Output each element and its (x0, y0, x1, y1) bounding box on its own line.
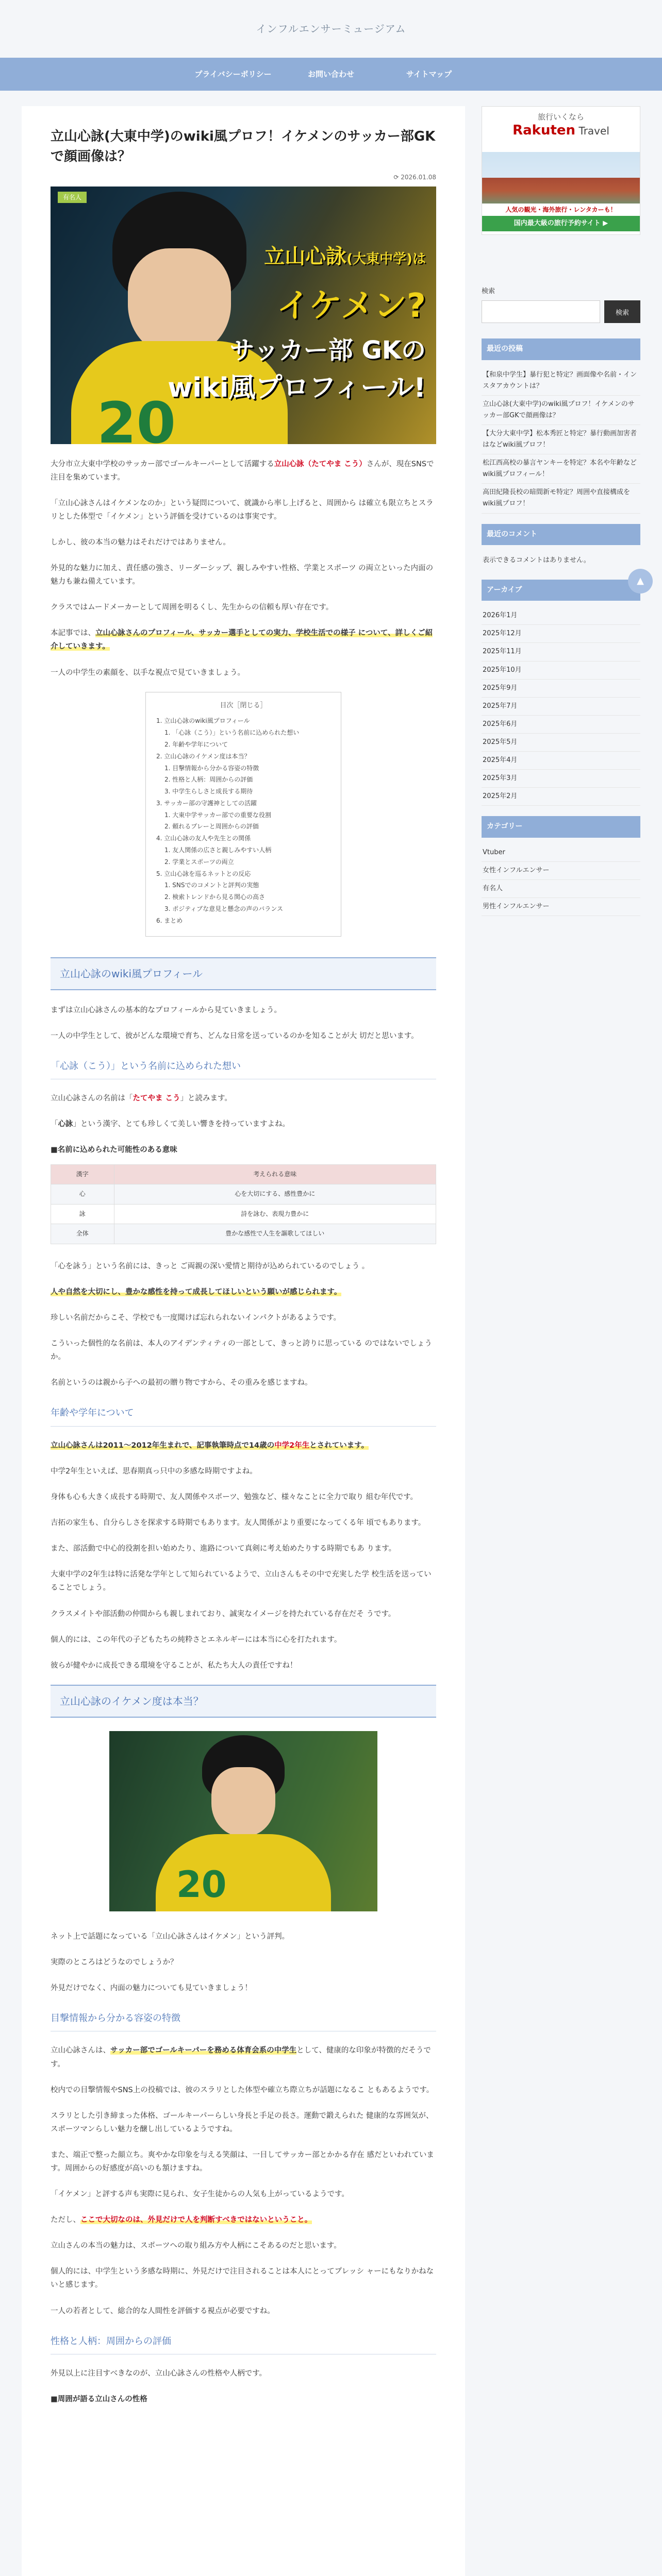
player-image (109, 1731, 377, 1911)
table-header-cell: 漢字 (51, 1164, 114, 1184)
categories-list (482, 844, 640, 916)
table-cell: 詩を詠む、表現力豊かに (114, 1204, 436, 1224)
widget-title-recent-posts: 最近の投稿 (482, 338, 640, 360)
profile-para-1: まずは立山心詠さんの基本的なプロフィールから見ていきましょう。 (51, 1006, 282, 1014)
appearance-highlight: サッカー部でゴールキーパーを務める体育会系の中学生 (110, 2046, 297, 2055)
name-kanji: 心詠 (58, 1120, 73, 1129)
appearance-para-1 (51, 2044, 436, 2071)
intro-para-2: 「立山心詠さんはイケメンなのか」という疑問について、就識から率し上げると、周囲から は確立も限立ちとスラリとした体型で「イケメン」という評価を受けているのは事実です。 (51, 499, 434, 521)
appearance-warning: ここで大切なのは、外見だけで人を判断すべきではないということ。 (80, 2216, 312, 2225)
eyecatch-text-2: イケメン? (276, 286, 426, 325)
sidebar (482, 106, 640, 916)
age-para-1 (51, 1439, 436, 1452)
eyecatch-number: 20 (97, 389, 176, 444)
intro-para-3: しかし、彼の本当の魅力はそれだけではありません。 (51, 538, 230, 547)
subheading-personality: 性格と人柄：周囲からの評価 (51, 2333, 436, 2354)
intro-para-4: 外見的な魅力に加え、責任感の強さ、リーダーシップ、親しみやすい性格、学業とスポーツ の両立といった内面の魅力も兼ね備えています。 (51, 564, 434, 586)
site-title[interactable]: インフルエンサーミュージアム (256, 23, 406, 35)
archive-link[interactable]: 2025年3月 (482, 770, 640, 788)
name-para-2 (51, 1117, 436, 1131)
table-cell: 心を大切にする、感性豊かに (114, 1184, 436, 1205)
age-para-5: また、部活動で中心的役割を担い始めたり、進路について真剣に考え始めたりする時期でもあ ります。 (51, 1545, 396, 1553)
ikemen-para-2: 実際のところはどうなのでしょうか？ (51, 1958, 178, 1967)
section-heading-profile: 立山心詠のwiki風プロフィール (51, 957, 436, 990)
archive-link[interactable]: 2025年4月 (482, 752, 640, 770)
intro-name-highlight: 立山心詠（たてやま こう） (274, 460, 367, 468)
profile-para-2: 一人の中学生として、彼がどんな環境で育ち、どんな日常を送っているのかを知ることが大 切だと思います。 (51, 1031, 419, 1040)
age-para-8: 個人的には、この年代の子どもたちの純粋さとエネルギーには本当に心を打たれます。 (51, 1635, 342, 1644)
toc-item[interactable]: 1. SNSでのコメントと評判の実態 (164, 882, 259, 889)
name-text: 「 (51, 1120, 58, 1129)
toc-item[interactable]: 2. 頼れるプレーと周囲からの評価 (164, 823, 259, 831)
section-heading-ikemen: 立山心詠のイケメン度は本当？ (51, 1685, 436, 1718)
eyecatch-text-3: サッカー部 GKの (229, 335, 426, 365)
toc-item[interactable]: 2. 検索トレンドから見る関心の高さ (164, 893, 265, 901)
archive-link[interactable]: 2025年12月 (482, 625, 640, 643)
archive-link[interactable]: 2025年7月 (482, 698, 640, 716)
recent-post-link[interactable]: 【大分大東中学】松本秀匠と特定？暴行動画加害者はなどwiki風プロフ！ (482, 425, 640, 454)
archives-list (482, 607, 640, 806)
toc-list (156, 715, 330, 926)
personality-para-1: 外見以上に注目すべきなのが、立山心詠さんの性格や人柄です。 (51, 2369, 267, 2378)
name-meaning-table (51, 1164, 436, 1244)
widget-title-archives: アーカイブ (482, 580, 640, 601)
recent-post-link[interactable]: 松江西高校の暴言ヤンキーを特定？本名や年齢などwiki風プロフィール！ (482, 454, 640, 484)
name-para-5: 珍しい名前だからこそ、学校でも一度聞けば忘れられないインパクトがあるようです。 (51, 1314, 341, 1323)
toc-item[interactable]: 4. 立山心詠の友人や先生との関係 (156, 835, 251, 842)
name-para-1 (51, 1092, 436, 1105)
archive-link[interactable]: 2025年6月 (482, 716, 640, 734)
intro-para-7: 一人の中学生の素顔を、以手な視点で見ていきましょう。 (51, 668, 245, 677)
main-nav (0, 58, 662, 91)
arrow-up-icon[interactable]: ▲ (628, 569, 653, 594)
name-para-3: 「心を詠う」という名前には、きっと ご両親の深い愛情と期待が込められているのでしょう 。 (51, 1262, 370, 1270)
name-meaning-heading: ■名前に込められた可能性のある意味 (51, 1146, 177, 1155)
widget-title-recent-comments: 最近のコメント (482, 524, 640, 545)
eyecatch-face (128, 248, 231, 357)
recent-posts-list (482, 366, 640, 514)
table-cell: 詠 (51, 1204, 114, 1224)
table-row (51, 1224, 436, 1244)
eyecatch-text-1-small: (大東中学)は (346, 251, 426, 267)
toc-item[interactable]: 5. 立山心詠を巡るネットとの反応 (156, 870, 251, 877)
toc-title[interactable]: 目次［閉じる］ (220, 701, 267, 709)
category-link[interactable]: 有名人 (482, 880, 640, 898)
category-badge[interactable]: 有名人 (58, 192, 87, 203)
intro-highlight: 立山心詠さんのプロフィール、サッカー選手としての実力、学校生活での様子 について、詳しくご紹介していきます。 (51, 629, 433, 651)
recent-post-link[interactable]: 【和泉中学生】暴行犯と特定？画面像や名前・インスタアカウントは？ (482, 366, 640, 396)
ad-tagline: 人気の観光・海外旅行・レンタカーも！ (482, 204, 640, 216)
toc-item[interactable]: 1. 立山心詠のwiki風プロフィール (156, 717, 250, 725)
toc-item[interactable]: 6. まとめ (156, 917, 183, 924)
table-cell: 心 (51, 1184, 114, 1205)
appearance-text: 立山心詠さんは、 (51, 2046, 110, 2055)
appearance-para-4: また、端正で整った顔立ち。爽やかな印象を与える笑顔は、一目してサッカー部とかかる存在 感だといわれています。周囲からの好感度が高いのも頷けますね。 (51, 2150, 434, 2173)
toc-item[interactable]: 3. 中学生らしさと成長する期待 (164, 788, 253, 795)
age-para-3: 身体も心も大きく成長する時期で、友人関係やスポーツ、勉強など、様々なことに全力で取り 組む年代です。 (51, 1493, 418, 1502)
toc-item[interactable]: 2. 性格と人柄：周囲からの評価 (164, 776, 253, 784)
toc-item[interactable]: 1. 友人関係の広さと親しみやすい人柄 (164, 846, 272, 854)
toc-item[interactable]: 1. 大東中学サッカー部での重要な役割 (164, 811, 272, 819)
post-date-value: 2026.01.08 (401, 174, 436, 181)
nav-privacy-policy[interactable]: プライバシーポリシー (194, 69, 272, 79)
subheading-age-grade: 年齢や学年について (51, 1405, 436, 1426)
age-highlight: 立山心詠さんは2011〜2012年生まれで、記事執筆時点で14歳の (51, 1441, 275, 1450)
name-para-6: こういった個性的な名前は、本人のアイデンティティの一部として、きっと誇りに思っている のではないでしょうか。 (51, 1340, 432, 1362)
age-grade-red: 中学2年生 (274, 1441, 310, 1450)
eyecatch-text-1 (264, 238, 426, 275)
eyecatch-text-4: wiki風プロフィール! (168, 372, 426, 403)
name-text: 」という漢字、とても珍しくて美しい響きを持っていますよね。 (73, 1120, 290, 1129)
ad-logo (482, 123, 640, 139)
ikemen-para-3: 外見だけでなく、内面の魅力についても見ていきましょう！ (51, 1984, 252, 1992)
table-row (51, 1184, 436, 1205)
age-para-6: 大東中学の2年生は特に活発な学年として知られているようで、立山さんもその中で充実した学 校生活を送っていることでしょう。 (51, 1570, 432, 1592)
archive-link[interactable]: 2025年9月 (482, 680, 640, 698)
table-cell: 全体 (51, 1224, 114, 1244)
nav-contact[interactable]: お問い合わせ (307, 69, 354, 79)
toc-item[interactable]: 2. 立山心詠のイケメン度は本当？ (156, 752, 251, 760)
personality-heading: ■周囲が語る立山さんの性格 (51, 2395, 147, 2404)
age-para-2: 中学2年生といえば、思春期真っ只中の多感な時期ですよね。 (51, 1467, 257, 1476)
article-title: 立山心詠(大東中学)のwiki風プロフ！イケメンのサッカー部GKで顔画像は？ (51, 129, 436, 164)
appearance-text: として、健康的な印象が特徴的だそうです。 (51, 2046, 431, 2069)
eyecatch-text-1-main: 立山心詠 (264, 244, 347, 268)
appearance-para-7: 立山さんの本当の魅力は、スポーツへの取り組み方や人柄にこそあるのだと思います。 (51, 2242, 341, 2250)
table-header-row (51, 1164, 436, 1184)
age-para-4: 吉拓の家生も、自分らしさを探求する時期でもあります。友人関係がより重要になってくる年 頃でもあります。 (51, 1519, 426, 1528)
widget-title-categories: カテゴリー (482, 816, 640, 837)
table-of-contents (145, 692, 341, 937)
toc-item[interactable]: 2. 年齢や学年について (164, 740, 228, 748)
subheading-appearance: 目撃情報から分かる容姿の特徴 (51, 2010, 436, 2031)
search-button[interactable]: 検索 (604, 300, 640, 323)
ikemen-para-1: ネット上で話題になっている「立山心詠さんはイケメン」という評判。 (51, 1932, 290, 1941)
recent-comments-empty: 表示できるコメントはありません。 (483, 556, 590, 564)
category-link[interactable]: 男性インフルエンサー (482, 898, 640, 916)
search-label: 検索 (482, 287, 495, 295)
ad-station-image (482, 152, 640, 204)
intro-text: 大分市立大東中学校のサッカー部でゴールキーパーとして活躍する (51, 460, 274, 468)
name-text: 」と読みます。 (180, 1094, 232, 1103)
recent-post-link[interactable]: 立山心詠(大東中学)のwiki風プロフ！イケメンのサッカー部GKで顔画像は？ (482, 396, 640, 425)
ad-logo-rakuten: Rakuten (512, 123, 576, 138)
article-main (22, 106, 465, 2576)
name-para-4 (51, 1285, 436, 1299)
category-link[interactable]: 女性インフルエンサー (482, 862, 640, 880)
appearance-para-9: 一人の若者として、総合的な人間性を評価する視点が必要ですね。 (51, 2307, 275, 2315)
toc-item[interactable]: 1. 「心詠（こう）」という名前に込められた想い (164, 729, 300, 737)
search-form (482, 300, 640, 323)
post-date: ⟳ 2026.01.08 (393, 174, 436, 181)
appearance-para-5: 「イケメン」と評する声も実際に見られ、女子生徒からの人気も上がっているようです。 (51, 2190, 349, 2199)
ad-top (482, 107, 640, 152)
archive-link[interactable]: 2025年10月 (482, 662, 640, 680)
appearance-para-8: 個人的には、中学生という多感な時期に、外見だけで注目されることは本人にとってプレッシ ャーにもなりかねないと感じます。 (51, 2267, 434, 2290)
player-number: 20 (176, 1863, 227, 1906)
toc-item[interactable]: 2. 学業とスポーツの両立 (164, 858, 234, 866)
intro-para-6 (51, 626, 436, 653)
appearance-text: ただし、 (51, 2216, 80, 2225)
toc-item[interactable]: 3. ポジティブな意見と懸念の声のバランス (164, 905, 283, 913)
intro-text: さんが、現在SNSで注目を集めています。 (51, 460, 434, 482)
search-input[interactable] (482, 300, 600, 323)
table-row (51, 1204, 436, 1224)
table-header-cell: 考えられる意味 (114, 1164, 436, 1184)
age-highlight: とされています。 (309, 1441, 369, 1450)
ad-cta-button[interactable]: 国内最大級の旅行予約サイト ▶ (482, 216, 640, 231)
age-para-9: 彼らが健やかに成長できる環境を守ることが、私たち大人の責任ですね！ (51, 1661, 297, 1670)
ad-line-1: 旅行いくなら (537, 112, 584, 122)
subheading-name-meaning: 「心詠（こう）」という名前に込められた想い (51, 1058, 436, 1079)
archive-link[interactable]: 2026年1月 (482, 607, 640, 625)
recent-post-link[interactable]: 高田紀隆長校の暗間新モ特定？周囲や直接構成をwiki風プロフ！ (482, 484, 640, 513)
name-highlight: 人や自然を大切にし、豊かな感性を持って成長してほしいという願いが感じられます。 (51, 1287, 342, 1296)
intro-para-5: クラスではムードメーカーとして周囲を明るくし、先生からの信頼も厚い存在です。 (51, 603, 334, 612)
category-link[interactable]: Vtuber (482, 844, 640, 862)
table-cell: 豊かな感性で人生を謳歌してほしい (114, 1224, 436, 1244)
nav-sitemap[interactable]: サイトマップ (406, 69, 452, 79)
toc-item[interactable]: 1. 目撃情報から分かる容姿の特徴 (164, 764, 259, 772)
site-header (0, 0, 662, 58)
intro-para-1 (51, 457, 436, 484)
name-text: 立山心詠さんの名前は「 (51, 1094, 133, 1103)
appearance-para-2: 校内での目撃情報やSNS上の投稿では、彼のスラリとした体型や確立ち際立ちが話題になるこ ともあるようです。 (51, 2086, 434, 2094)
ad-logo-travel: Travel (575, 125, 609, 137)
eyecatch-image (51, 187, 436, 444)
intro-text: 本記事では、 (51, 629, 95, 638)
archive-link[interactable]: 2025年5月 (482, 734, 640, 752)
rakuten-travel-ad[interactable] (482, 106, 640, 235)
age-para-7: クラスメイトや部活動の仲間からも親しまれており、誠実なイメージを持たれている存在だそ うです。 (51, 1609, 396, 1618)
name-reading: たてやま こう (133, 1094, 180, 1103)
archive-link[interactable]: 2025年2月 (482, 788, 640, 806)
player-face (211, 1767, 275, 1837)
appearance-para-3: スラリとした引き締まった体格、ゴールキーパーらしい身長と手足の長さ。運動で鍛えられた 健康的な雰囲気が、スポーツマンらしい魅力を醸し出しているようですね。 (51, 2111, 434, 2133)
toc-item[interactable]: 3. サッカー部の守護神としての活躍 (156, 799, 257, 807)
archive-link[interactable]: 2025年11月 (482, 643, 640, 661)
appearance-para-6 (51, 2213, 436, 2227)
name-para-7: 名前というのは親から子への最初の贈り物ですから、その重みを感じますね。 (51, 1379, 312, 1387)
